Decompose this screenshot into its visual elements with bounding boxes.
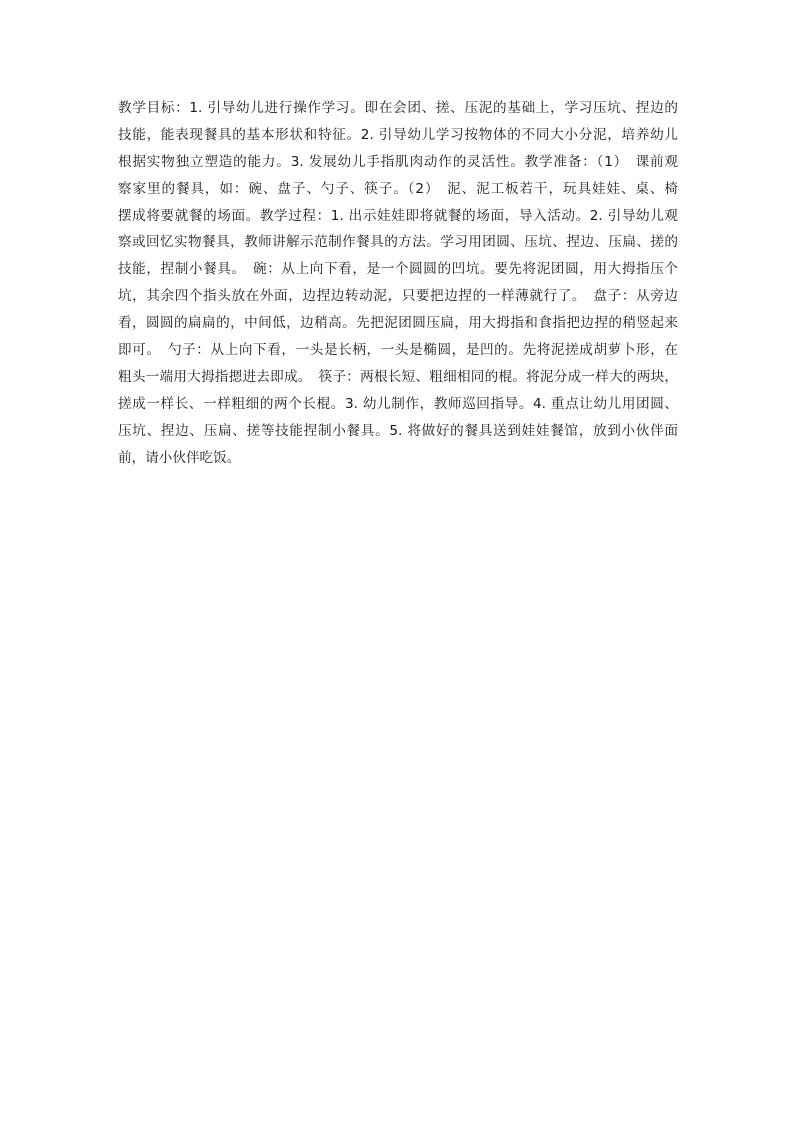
text-line: 察家里的餐具，如：碗、盘子、勺子、筷子。（2） 泥、泥工板若干，玩具娃娃、桌、椅 [118,180,678,197]
text-line: 前，请小伙伴吃饭。 [118,449,241,466]
text-line: 根据实物独立塑造的能力。3. 发展幼儿手指肌肉动作的灵活性。教学准备：（1） 课前观 [118,153,678,170]
text-line: 搓成一样长、一样粗细的两个长棍。3. 幼儿制作，教师巡回指导。4. 重点让幼儿用团圆、 [118,395,678,412]
text-line: 察或回忆实物餐具，教师讲解示范制作餐具的方法。学习用团圆、压坑、捏边、压扁、搓的 [118,234,678,251]
text-line: 坑，其余四个指头放在外面，边捏边转动泥，只要把边捏的一样薄就行了。 盘子：从旁边 [118,288,678,305]
text-line: 摆成将要就餐的场面。教学过程：1. 出示娃娃即将就餐的场面，导入活动。2. 引导幼儿观 [118,207,678,224]
text-line: 即可。 勺子：从上向下看，一头是长柄，一头是椭圆，是凹的。先将泥搓成胡萝卜形，在 [118,342,678,359]
text-line: 技能，能表现餐具的基本形状和特征。2. 引导幼儿学习按物体的不同大小分泥，培养幼儿 [118,126,678,143]
text-line: 压坑、捏边、压扁、搓等技能捏制小餐具。5. 将做好的餐具送到娃娃餐馆，放到小伙伴面 [118,422,678,439]
text-line: 教学目标：1. 引导幼儿进行操作学习。即在会团、搓、压泥的基础上，学习压坑、捏边的 [118,100,678,116]
text-line: 粗头一端用大拇指摁进去即成。 筷子：两根长短、粗细相同的棍。将泥分成一样大的两块， [118,368,678,385]
document-body [118,95,678,471]
text-line: 技能，捏制小餐具。 碗：从上向下看，是一个圆圆的凹坑。要先将泥团圆，用大拇指压个 [118,261,678,278]
text-line: 看，圆圆的扁扁的，中间低，边稍高。先把泥团圆压扁，用大拇指和食指把边捏的稍竖起来 [118,315,678,332]
